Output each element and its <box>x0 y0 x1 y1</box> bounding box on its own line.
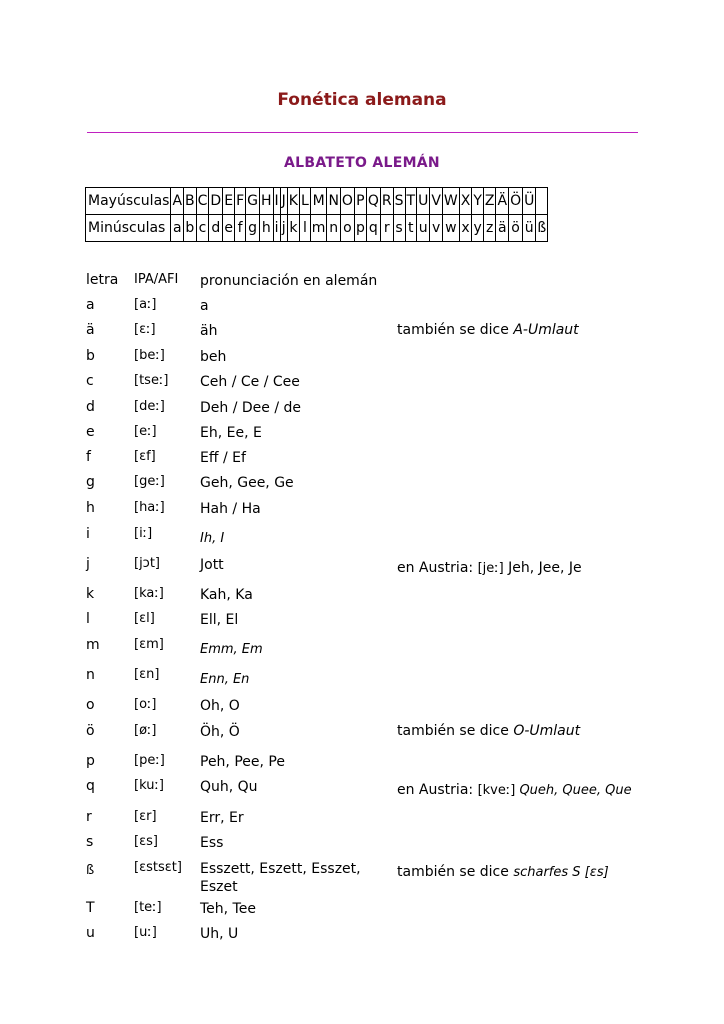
lower-cell: k <box>287 215 299 242</box>
ipa: [kaː] <box>134 586 164 601</box>
note-text: también se dice <box>397 723 514 739</box>
lowercase-label: Minúsculas <box>86 215 171 242</box>
pronunciation: Peh, Pee, Pe <box>200 754 285 770</box>
letter: a <box>86 297 95 313</box>
ipa: [haː] <box>134 500 165 515</box>
section-subtitle: ALBATETO ALEMÁN <box>284 155 440 171</box>
note-italic: A-Umlaut <box>513 322 579 338</box>
pronunciation: Oh, O <box>200 698 240 714</box>
pronunciation: Ess <box>200 835 224 851</box>
letter: o <box>86 697 95 713</box>
letter: ä <box>86 322 95 338</box>
upper-cell: W <box>442 188 459 215</box>
uppercase-row <box>86 188 548 215</box>
upper-cell: F <box>235 188 246 215</box>
upper-cell: H <box>259 188 273 215</box>
lower-cell: h <box>259 215 273 242</box>
note-italic: scharfes S [ɛs] <box>513 865 609 880</box>
lower-cell: z <box>483 215 496 242</box>
upper-cell: Ä <box>496 188 509 215</box>
letter: d <box>86 399 95 415</box>
upper-cell: A <box>171 188 184 215</box>
letter: ß <box>86 863 95 878</box>
lower-cell: u <box>417 215 430 242</box>
header-letter: letra <box>86 272 119 288</box>
letter: m <box>86 637 100 653</box>
pronunciation: Enn, En <box>200 672 250 687</box>
pronunciation: Eh, Ee, E <box>200 425 262 441</box>
lower-cell: ü <box>523 215 536 242</box>
note-ipa: [kveː] <box>477 783 516 798</box>
ipa: [beː] <box>134 348 165 363</box>
upper-cell: C <box>196 188 209 215</box>
note <box>397 864 609 880</box>
lower-cell: ä <box>496 215 509 242</box>
note-text: en Austria: <box>397 782 478 798</box>
note-text: en Austria: <box>397 560 478 576</box>
ipa: [ɛstsɛt] <box>134 860 182 875</box>
ipa: [eː] <box>134 424 157 439</box>
upper-cell: X <box>459 188 472 215</box>
alphabet-table <box>85 187 548 242</box>
pronunciation: Uh, U <box>200 926 239 942</box>
pronunciation: Geh, Gee, Ge <box>200 475 294 491</box>
pronunciation: Hah / Ha <box>200 501 261 517</box>
upper-cell: M <box>310 188 327 215</box>
pronunciation <box>200 860 361 896</box>
letter: r <box>86 809 92 825</box>
lower-cell: b <box>184 215 197 242</box>
note-ipa: [jeː] <box>477 561 504 576</box>
lower-cell: n <box>327 215 340 242</box>
lower-cell: d <box>209 215 223 242</box>
letter: i <box>86 526 90 542</box>
title-divider <box>87 132 638 133</box>
letter: e <box>86 424 95 440</box>
upper-cell: K <box>287 188 299 215</box>
lower-cell: s <box>393 215 405 242</box>
upper-cell: J <box>280 188 287 215</box>
pronunciation: Öh, Ö <box>200 724 240 740</box>
lower-cell: x <box>459 215 472 242</box>
ipa: [ɛf] <box>134 449 156 464</box>
ipa: [ɛm] <box>134 637 164 652</box>
letter: g <box>86 474 95 490</box>
lower-cell: q <box>366 215 380 242</box>
note-italic: Queh, Quee, Que <box>515 783 632 798</box>
ipa: [geː] <box>134 474 165 489</box>
pronunciation-line-1: Esszett, Eszett, Esszet, <box>200 861 361 877</box>
upper-cell: U <box>417 188 430 215</box>
pronunciation: Emm, Em <box>200 642 263 657</box>
upper-cell: L <box>299 188 310 215</box>
upper-cell: R <box>380 188 393 215</box>
lower-cell: p <box>354 215 366 242</box>
upper-cell: Q <box>366 188 380 215</box>
lower-cell: l <box>299 215 310 242</box>
letter: h <box>86 500 95 516</box>
upper-cell: O <box>340 188 354 215</box>
pronunciation: Kah, Ka <box>200 587 253 603</box>
ipa: [ɛn] <box>134 667 160 682</box>
lower-cell: i <box>273 215 280 242</box>
lower-cell: e <box>223 215 235 242</box>
pronunciation: Eff / Ef <box>200 450 246 466</box>
pronunciation: Teh, Tee <box>200 901 256 917</box>
upper-cell: N <box>327 188 340 215</box>
lower-cell: r <box>380 215 393 242</box>
pronunciation: a <box>200 298 209 314</box>
upper-cell: Y <box>472 188 484 215</box>
lower-cell: g <box>246 215 260 242</box>
ipa: [teː] <box>134 900 162 915</box>
header-pronunciation: pronunciación en alemán <box>200 273 378 289</box>
lower-cell: y <box>472 215 484 242</box>
upper-cell: D <box>209 188 223 215</box>
letter: p <box>86 753 95 769</box>
letter: T <box>86 900 95 916</box>
ipa: [deː] <box>134 399 165 414</box>
ipa: [ɛs] <box>134 834 158 849</box>
letter: u <box>86 925 95 941</box>
note <box>397 560 582 576</box>
note <box>397 782 632 798</box>
lower-cell: a <box>171 215 184 242</box>
upper-cell: G <box>246 188 260 215</box>
lower-cell: c <box>196 215 209 242</box>
upper-cell: T <box>405 188 417 215</box>
pronunciation: Quh, Qu <box>200 779 258 795</box>
ipa: [ɛl] <box>134 611 155 626</box>
letter: l <box>86 611 90 627</box>
pronunciation: Ih, I <box>200 531 225 546</box>
pronunciation: beh <box>200 349 227 365</box>
ipa: [oː] <box>134 697 157 712</box>
lower-cell: ß <box>536 215 548 242</box>
header-ipa: IPA/AFI <box>134 272 179 287</box>
ipa: [iː] <box>134 526 153 541</box>
ipa: [peː] <box>134 753 165 768</box>
note-rest: Jeh, Jee, Je <box>503 560 582 576</box>
upper-cell: E <box>223 188 235 215</box>
letter: j <box>86 556 90 572</box>
pronunciation: Ell, El <box>200 612 239 628</box>
ipa: [uː] <box>134 925 157 940</box>
letter: k <box>86 586 95 602</box>
lower-cell: o <box>340 215 354 242</box>
upper-cell: P <box>354 188 366 215</box>
letter: f <box>86 449 91 465</box>
lower-cell: m <box>310 215 327 242</box>
upper-cell: Ü <box>523 188 536 215</box>
letters-list <box>0 268 724 968</box>
letter: ö <box>86 723 95 739</box>
letter: q <box>86 778 95 794</box>
uppercase-label: Mayúsculas <box>86 188 171 215</box>
letter: c <box>86 373 94 389</box>
upper-cell: Ö <box>509 188 523 215</box>
page-title: Fonética alemana <box>277 90 447 110</box>
lower-cell: t <box>405 215 417 242</box>
upper-cell: S <box>393 188 405 215</box>
lower-cell: f <box>235 215 246 242</box>
pronunciation: Jott <box>200 557 224 573</box>
pronunciation: Err, Er <box>200 810 244 826</box>
upper-cell: I <box>273 188 280 215</box>
ipa: [ɛr] <box>134 809 157 824</box>
lower-cell: v <box>430 215 443 242</box>
ipa: [aː] <box>134 297 157 312</box>
lower-cell: ö <box>509 215 523 242</box>
note-text: también se dice <box>397 864 514 880</box>
ipa: [kuː] <box>134 778 164 793</box>
pronunciation-line-2: Eszet <box>200 879 238 895</box>
note-text: también se dice <box>397 322 514 338</box>
pronunciation: Ceh / Ce / Cee <box>200 374 300 390</box>
upper-cell: V <box>430 188 443 215</box>
lowercase-row <box>86 215 548 242</box>
ipa: [øː] <box>134 723 157 738</box>
pronunciation: äh <box>200 323 218 339</box>
note <box>397 723 580 739</box>
pronunciation: Deh / Dee / de <box>200 400 302 416</box>
letter: n <box>86 667 95 683</box>
letter: b <box>86 348 95 364</box>
ipa: [jɔt] <box>134 556 160 571</box>
letter: s <box>86 834 94 850</box>
ipa: [ɛː] <box>134 322 156 337</box>
lower-cell: w <box>442 215 459 242</box>
upper-cell: B <box>184 188 197 215</box>
note <box>397 322 579 338</box>
ipa: [tseː] <box>134 373 169 388</box>
upper-cell: Z <box>483 188 496 215</box>
lower-cell: j <box>280 215 287 242</box>
note-italic: O-Umlaut <box>513 723 581 739</box>
upper-cell-empty <box>536 188 548 215</box>
